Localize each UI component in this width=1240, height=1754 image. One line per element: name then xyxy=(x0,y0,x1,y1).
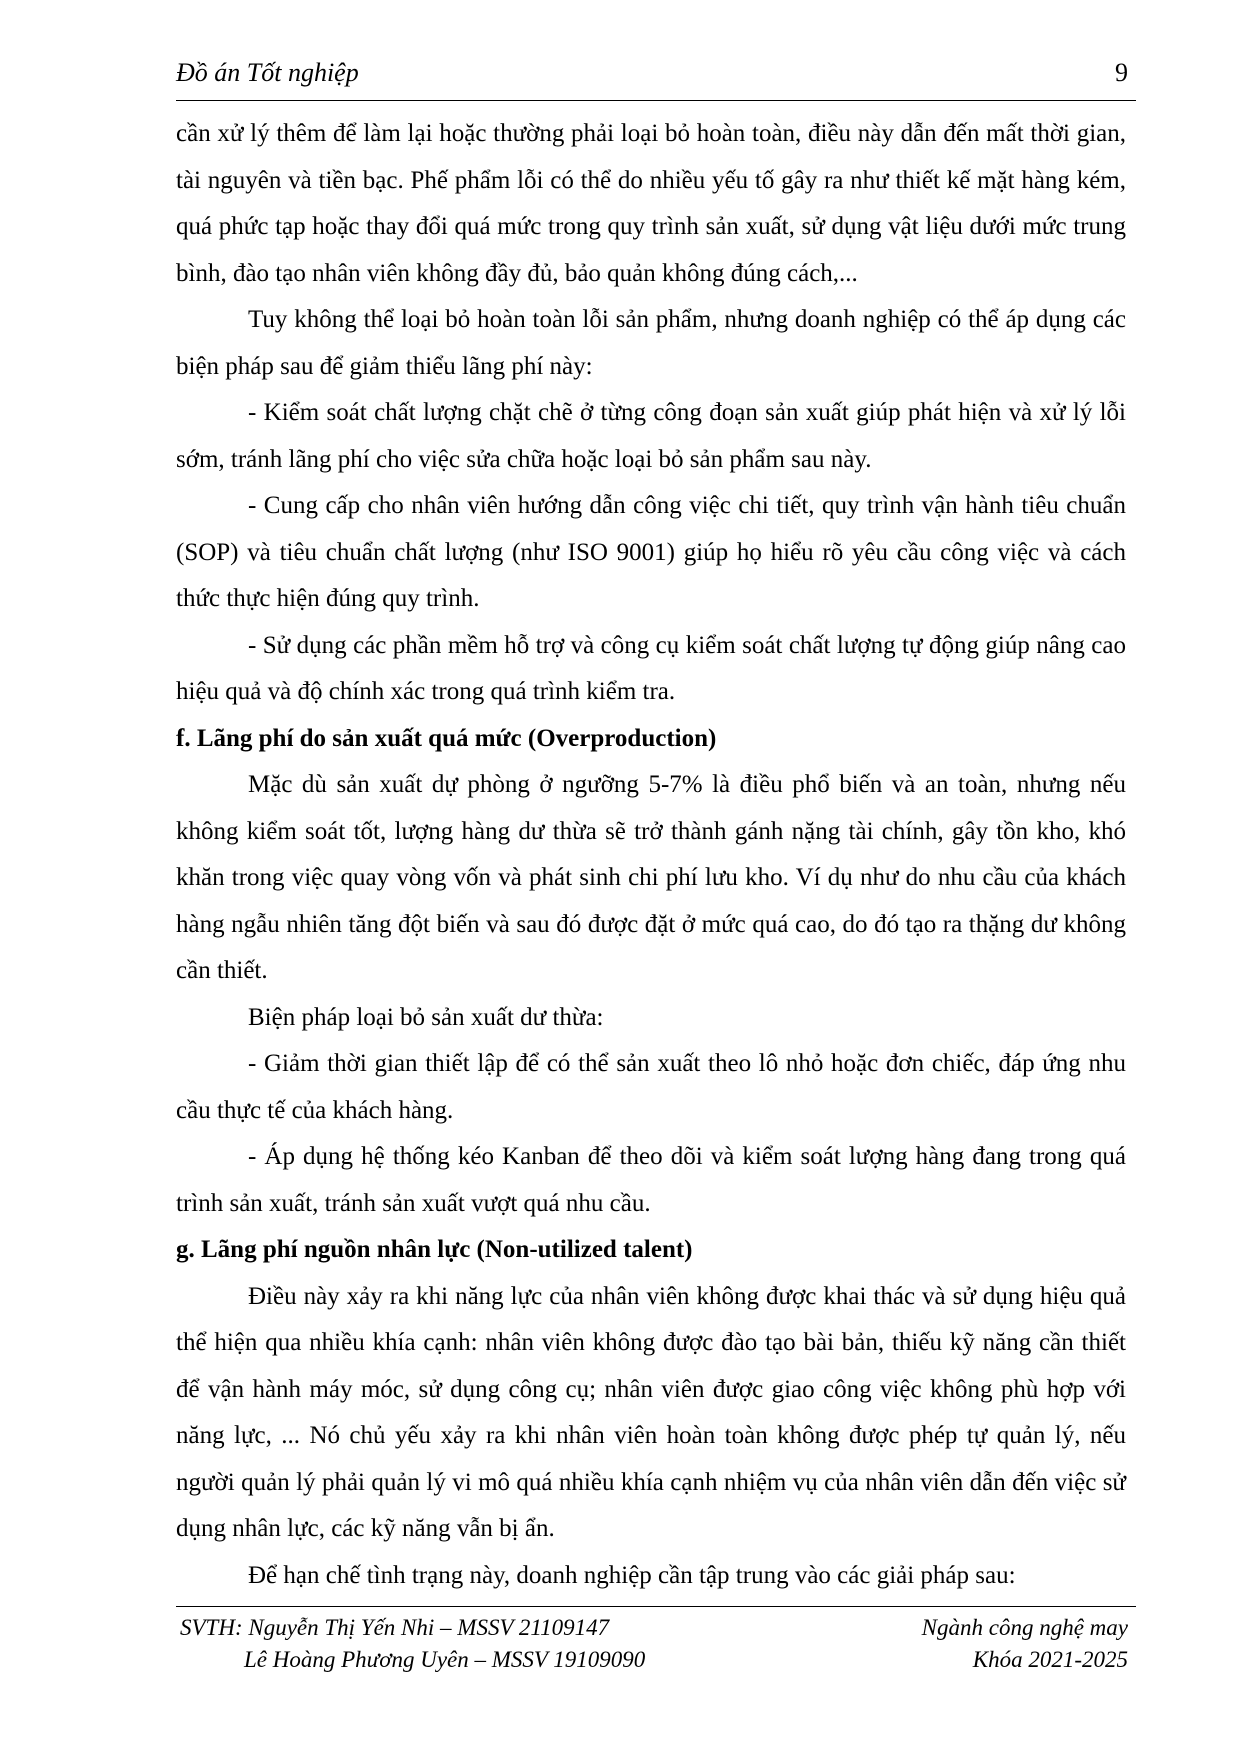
footer-row-2 xyxy=(176,1643,1136,1679)
bullet-paragraph: - Kiểm soát chất lượng chặt chẽ ở từng công đoạn sản xuất giúp phát hiện và xử lý lỗi sớm, tránh lãng phí cho việc sửa chữa hoặc loại bỏ sản phẩm sau này. xyxy=(176,399,1126,473)
footer-student-1: SVTH: Nguyễn Thị Yến Nhi – MSSV 21109147 xyxy=(180,1615,610,1640)
footer-major: Ngành công nghệ may xyxy=(921,1615,1128,1640)
page-number: 9 xyxy=(1115,58,1128,87)
paragraph: Tuy không thể loại bỏ hoàn toàn lỗi sản phẩm, nhưng doanh nghiệp có thể áp dụng các biện pháp sau để giảm thiểu lãng phí này: xyxy=(176,306,1126,380)
bullet-paragraph: - Cung cấp cho nhân viên hướng dẫn công việc chi tiết, quy trình vận hành tiêu chuẩn (SOP) và tiêu chuẩn chất lượng (như ISO 9001) giúp họ hiểu rõ yêu cầu công việc và cách thức thực hiện đúng quy trình. xyxy=(176,492,1126,612)
paragraph: cần xử lý thêm để làm lại hoặc thường phải loại bỏ hoàn toàn, điều này dẫn đến mất thời gian, tài nguyên và tiền bạc. Phế phẩm lỗi có thể do nhiều yếu tố gây ra như thiết kế mặt hàng kém, quá phức tạp hoặc thay đổi quá mức trong quy trình sản xuất, sử dụng vật liệu dưới mức trung bình, đào tạo nhân viên không đầy đủ, bảo quản không đúng cách,... xyxy=(176,120,1126,287)
footer-course: Khóa 2021-2025 xyxy=(972,1647,1128,1672)
bullet-paragraph: - Giảm thời gian thiết lập để có thể sản xuất theo lô nhỏ hoặc đơn chiếc, đáp ứng nhu cầu thực tế của khách hàng. xyxy=(176,1050,1126,1124)
paragraph: Biện pháp loại bỏ sản xuất dư thừa: xyxy=(248,1003,604,1031)
document-body xyxy=(176,111,1126,1599)
header-title: Đồ án Tốt nghiệp xyxy=(176,58,359,87)
footer-row-1 xyxy=(176,1607,1136,1643)
bullet-paragraph: - Sử dụng các phần mềm hỗ trợ và công cụ kiểm soát chất lượng tự động giúp nâng cao hiệu quả và độ chính xác trong quá trình kiểm tra. xyxy=(176,631,1126,705)
paragraph: Để hạn chế tình trạng này, doanh nghiệp cần tập trung vào các giải pháp sau: xyxy=(248,1561,1016,1589)
page-footer xyxy=(176,1606,1136,1679)
paragraph: Mặc dù sản xuất dự phòng ở ngưỡng 5-7% là điều phổ biến và an toàn, nhưng nếu không kiểm soát tốt, lượng hàng dư thừa sẽ trở thành gánh nặng tài chính, gây tồn kho, khó khăn trong việc quay vòng vốn và phát sinh chi phí lưu kho. Ví dụ như do nhu cầu của khách hàng ngẫu nhiên tăng đột biến và sau đó được đặt ở mức quá cao, do đó tạo ra thặng dư không cần thiết. xyxy=(176,771,1126,984)
section-heading-g: g. Lãng phí nguồn nhân lực (Non-utilized talent) xyxy=(176,1236,693,1263)
bullet-paragraph: - Áp dụng hệ thống kéo Kanban để theo dõi và kiểm soát lượng hàng đang trong quá trình sản xuất, tránh sản xuất vượt quá nhu cầu. xyxy=(176,1143,1126,1217)
page-header xyxy=(176,56,1136,101)
paragraph: Điều này xảy ra khi năng lực của nhân viên không được khai thác và sử dụng hiệu quả thể hiện qua nhiều khía cạnh: nhân viên không được đào tạo bài bản, thiếu kỹ năng cần thiết để vận hành máy móc, sử dụng công cụ; nhân viên được giao công việc không phù hợp với năng lực, ... Nó chủ yếu xảy ra khi nhân viên hoàn toàn không được phép tự quản lý, nếu người quản lý phải quản lý vi mô quá nhiều khía cạnh nhiệm vụ của nhân viên dẫn đến việc sử dụng nhân lực, các kỹ năng vẫn bị ẩn. xyxy=(176,1282,1126,1542)
footer-student-2: Lê Hoàng Phương Uyên – MSSV 19109090 xyxy=(244,1647,646,1672)
section-heading-f: f. Lãng phí do sản xuất quá mức (Overproduction) xyxy=(176,724,717,752)
